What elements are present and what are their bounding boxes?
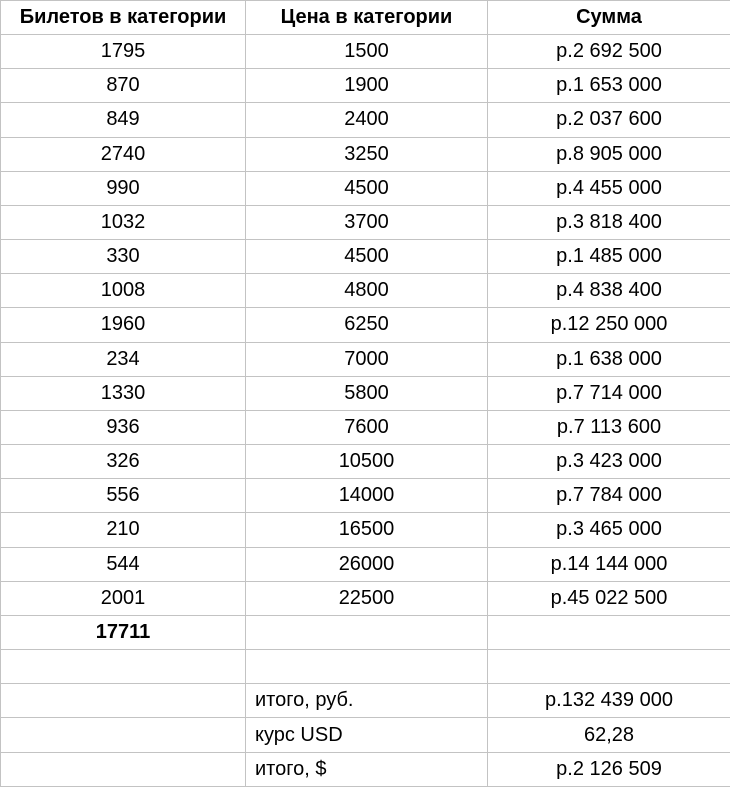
tickets-cell[interactable]: 1032 [1, 205, 246, 239]
summary-row [1, 718, 730, 752]
summary-row [1, 684, 730, 718]
empty-cell[interactable] [1, 684, 246, 718]
tickets-cell[interactable]: 326 [1, 445, 246, 479]
price-cell[interactable]: 2400 [246, 103, 488, 137]
price-cell[interactable]: 5800 [246, 376, 488, 410]
empty-cell[interactable] [1, 752, 246, 786]
total-row [1, 615, 730, 649]
tickets-cell[interactable]: 936 [1, 410, 246, 444]
tickets-cell[interactable]: 1330 [1, 376, 246, 410]
sum-cell[interactable]: р.7 113 600 [488, 410, 730, 444]
table-row [1, 69, 730, 103]
table-row [1, 308, 730, 342]
empty-cell[interactable] [488, 650, 730, 684]
sum-cell[interactable]: р.1 485 000 [488, 240, 730, 274]
header-cell-price[interactable]: Цена в категории [246, 1, 488, 35]
spacer-row [1, 650, 730, 684]
price-cell[interactable]: 7000 [246, 342, 488, 376]
price-cell[interactable]: 4800 [246, 274, 488, 308]
sum-cell[interactable]: р.12 250 000 [488, 308, 730, 342]
tickets-cell[interactable]: 2740 [1, 137, 246, 171]
sum-cell[interactable]: р.45 022 500 [488, 581, 730, 615]
price-cell[interactable]: 1500 [246, 35, 488, 69]
empty-cell[interactable] [1, 718, 246, 752]
table-body [1, 35, 730, 787]
tickets-cell[interactable]: 990 [1, 171, 246, 205]
tickets-cell[interactable]: 870 [1, 69, 246, 103]
price-cell[interactable]: 26000 [246, 547, 488, 581]
sum-cell[interactable]: р.14 144 000 [488, 547, 730, 581]
table-row [1, 547, 730, 581]
summary-label-cell[interactable]: итого, руб. [246, 684, 488, 718]
price-cell[interactable]: 3700 [246, 205, 488, 239]
tickets-cell[interactable]: 1795 [1, 35, 246, 69]
tickets-cell[interactable]: 544 [1, 547, 246, 581]
empty-cell[interactable] [1, 650, 246, 684]
tickets-cell[interactable]: 234 [1, 342, 246, 376]
table-row [1, 342, 730, 376]
price-cell[interactable]: 1900 [246, 69, 488, 103]
table-row [1, 513, 730, 547]
table-row [1, 410, 730, 444]
summary-value-cell[interactable]: 62,28 [488, 718, 730, 752]
table-row [1, 445, 730, 479]
summary-label-cell[interactable]: курс USD [246, 718, 488, 752]
empty-cell[interactable] [488, 615, 730, 649]
empty-cell[interactable] [246, 615, 488, 649]
sum-cell[interactable]: р.3 423 000 [488, 445, 730, 479]
tickets-cell[interactable]: 1008 [1, 274, 246, 308]
sum-cell[interactable]: р.4 838 400 [488, 274, 730, 308]
header-cell-tickets[interactable]: Билетов в категории [1, 1, 246, 35]
price-cell[interactable]: 10500 [246, 445, 488, 479]
table-row [1, 35, 730, 69]
price-cell[interactable]: 14000 [246, 479, 488, 513]
tickets-cell[interactable]: 849 [1, 103, 246, 137]
sum-cell[interactable]: р.2 037 600 [488, 103, 730, 137]
sum-cell[interactable]: р.7 714 000 [488, 376, 730, 410]
total-tickets-cell[interactable]: 17711 [1, 615, 246, 649]
sum-cell[interactable]: р.3 465 000 [488, 513, 730, 547]
tickets-cell[interactable]: 330 [1, 240, 246, 274]
table-row [1, 274, 730, 308]
sum-cell[interactable]: р.1 653 000 [488, 69, 730, 103]
summary-value-cell[interactable]: р.132 439 000 [488, 684, 730, 718]
tickets-cell[interactable]: 556 [1, 479, 246, 513]
header-row [1, 1, 730, 35]
summary-row [1, 752, 730, 786]
table-row [1, 240, 730, 274]
sum-cell[interactable]: р.1 638 000 [488, 342, 730, 376]
table-row [1, 205, 730, 239]
price-cell[interactable]: 22500 [246, 581, 488, 615]
tickets-cell[interactable]: 210 [1, 513, 246, 547]
sum-cell[interactable]: р.8 905 000 [488, 137, 730, 171]
summary-value-cell[interactable]: р.2 126 509 [488, 752, 730, 786]
sum-cell[interactable]: р.2 692 500 [488, 35, 730, 69]
table-row [1, 171, 730, 205]
price-cell[interactable]: 4500 [246, 171, 488, 205]
summary-label-cell[interactable]: итого, $ [246, 752, 488, 786]
table-row [1, 479, 730, 513]
empty-cell[interactable] [246, 650, 488, 684]
sum-cell[interactable]: р.7 784 000 [488, 479, 730, 513]
header-cell-sum[interactable]: Сумма [488, 1, 730, 35]
price-cell[interactable]: 7600 [246, 410, 488, 444]
sum-cell[interactable]: р.4 455 000 [488, 171, 730, 205]
table-row [1, 137, 730, 171]
price-cell[interactable]: 16500 [246, 513, 488, 547]
table-row [1, 376, 730, 410]
tickets-cell[interactable]: 2001 [1, 581, 246, 615]
tickets-cell[interactable]: 1960 [1, 308, 246, 342]
price-cell[interactable]: 6250 [246, 308, 488, 342]
price-cell[interactable]: 3250 [246, 137, 488, 171]
table-row [1, 103, 730, 137]
table-row [1, 581, 730, 615]
price-cell[interactable]: 4500 [246, 240, 488, 274]
sum-cell[interactable]: р.3 818 400 [488, 205, 730, 239]
